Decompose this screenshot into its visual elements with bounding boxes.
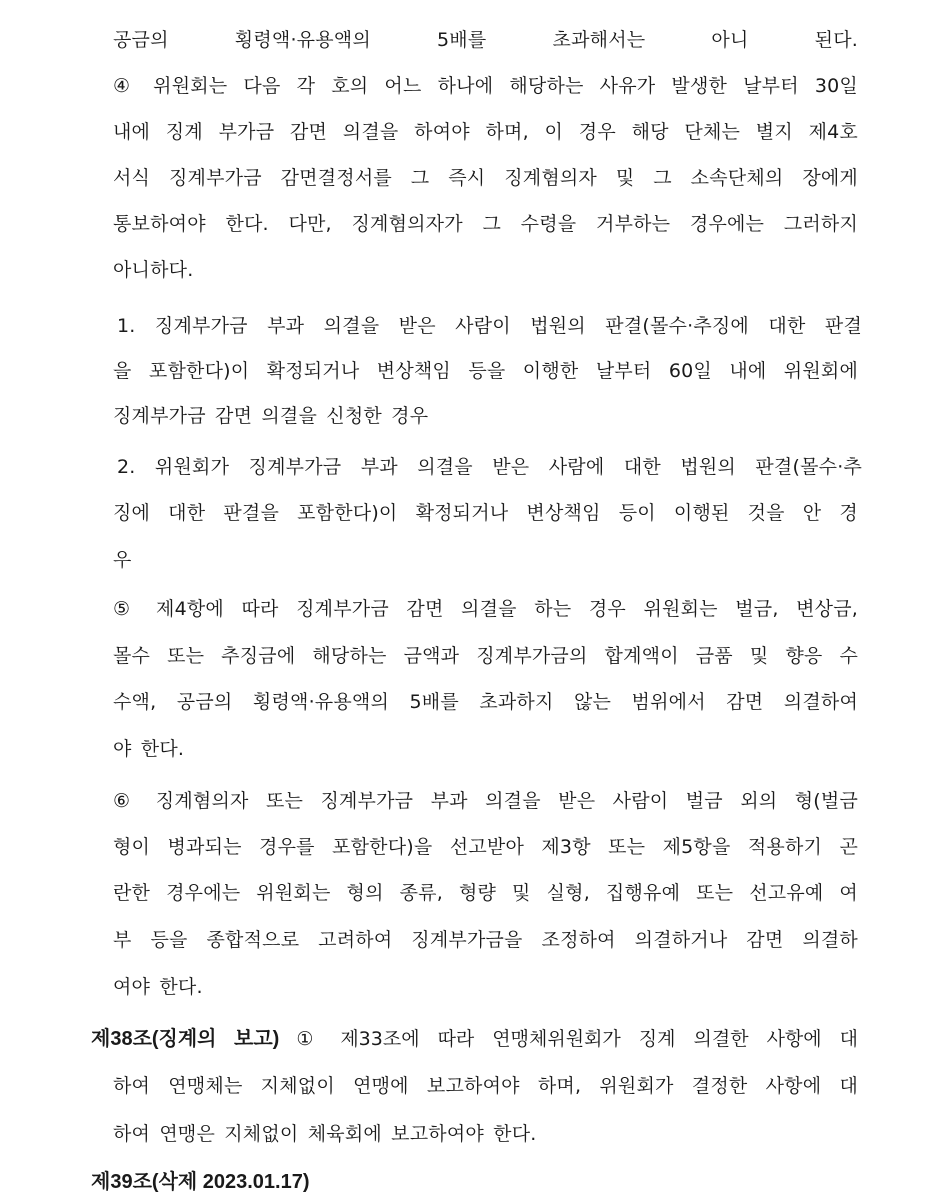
text-line: 우 (113, 549, 132, 571)
text-line: 통보하여야 한다. 다만, 징계혐의자가 그 수령을 거부하는 경우에는 그러하지 (113, 213, 858, 235)
text-line: 수액, 공금의 횡령액·유용액의 5배를 초과하지 않는 범위에서 감면 의결하여 (113, 691, 858, 713)
article-38-first-line (91, 1027, 858, 1051)
text-line: 하여 연맹체는 지체없이 연맹에 보고하여야 하며, 위원회가 결정한 사항에 대 (113, 1075, 858, 1097)
paragraph-6-line: ⑥ 징계혐의자 또는 징계부가금 부과 의결을 받은 사람이 벌금 외의 형(벌금 (113, 790, 858, 812)
text-line: 징에 대한 판결을 포함한다)이 확정되거나 변상책임 등이 이행된 것을 안 경 (113, 502, 858, 524)
text-line: 아니하다. (113, 259, 194, 281)
article-38-title: 제38조(징계의 보고) (91, 1028, 280, 1050)
text-line: 을 포함한다)이 확정되거나 변상책임 등을 이행한 날부터 60일 내에 위원회에 (113, 360, 858, 382)
article-39-title: 제39조(삭제 2023.01.17) (91, 1171, 310, 1193)
item-1-line: 1. 징계부가금 부과 의결을 받은 사람이 법원의 판결(몰수·추징에 대한 판결 (117, 315, 862, 337)
text-line: 내에 징계 부가금 감면 의결을 하여야 하며, 이 경우 해당 단체는 별지 제4호 (113, 121, 858, 143)
article-38-paragraph-1: ① 제33조에 따라 연맹체위원회가 징계 의결한 사항에 대 (287, 1028, 858, 1050)
text-line: 여야 한다. (113, 976, 203, 998)
text-line: 서식 징계부가금 감면결정서를 그 즉시 징계혐의자 및 그 소속단체의 장에게 (113, 167, 858, 189)
text-line: 하여 연맹은 지체없이 체육회에 보고하여야 한다. (113, 1123, 537, 1145)
paragraph-5-line: ⑤ 제4항에 따라 징계부가금 감면 의결을 하는 경우 위원회는 벌금, 변상금, (113, 598, 858, 620)
text-line: 란한 경우에는 위원회는 형의 종류, 형량 및 실형, 집행유예 또는 선고유예 여 (113, 882, 858, 904)
text-line: 공금의 횡령액·유용액의 5배를 초과해서는 아니 된다. (113, 29, 858, 51)
text-line: 부 등을 종합적으로 고려하여 징계부가금을 조정하여 의결하거나 감면 의결하 (113, 929, 858, 951)
text-line: 징계부가금 감면 의결을 신청한 경우 (113, 405, 429, 427)
text-line: 몰수 또는 추징금에 해당하는 금액과 징계부가금의 합계액이 금품 및 향응 수 (113, 645, 858, 667)
paragraph-4-line: ④ 위원회는 다음 각 호의 어느 하나에 해당하는 사유가 발생한 날부터 30일 (113, 75, 858, 97)
item-2-line: 2. 위원회가 징계부가금 부과 의결을 받은 사람에 대한 법원의 판결(몰수·추 (117, 456, 862, 478)
text-line: 야 한다. (113, 738, 185, 760)
text-line: 형이 병과되는 경우를 포함한다)을 선고받아 제3항 또는 제5항을 적용하기 곤 (113, 836, 858, 858)
